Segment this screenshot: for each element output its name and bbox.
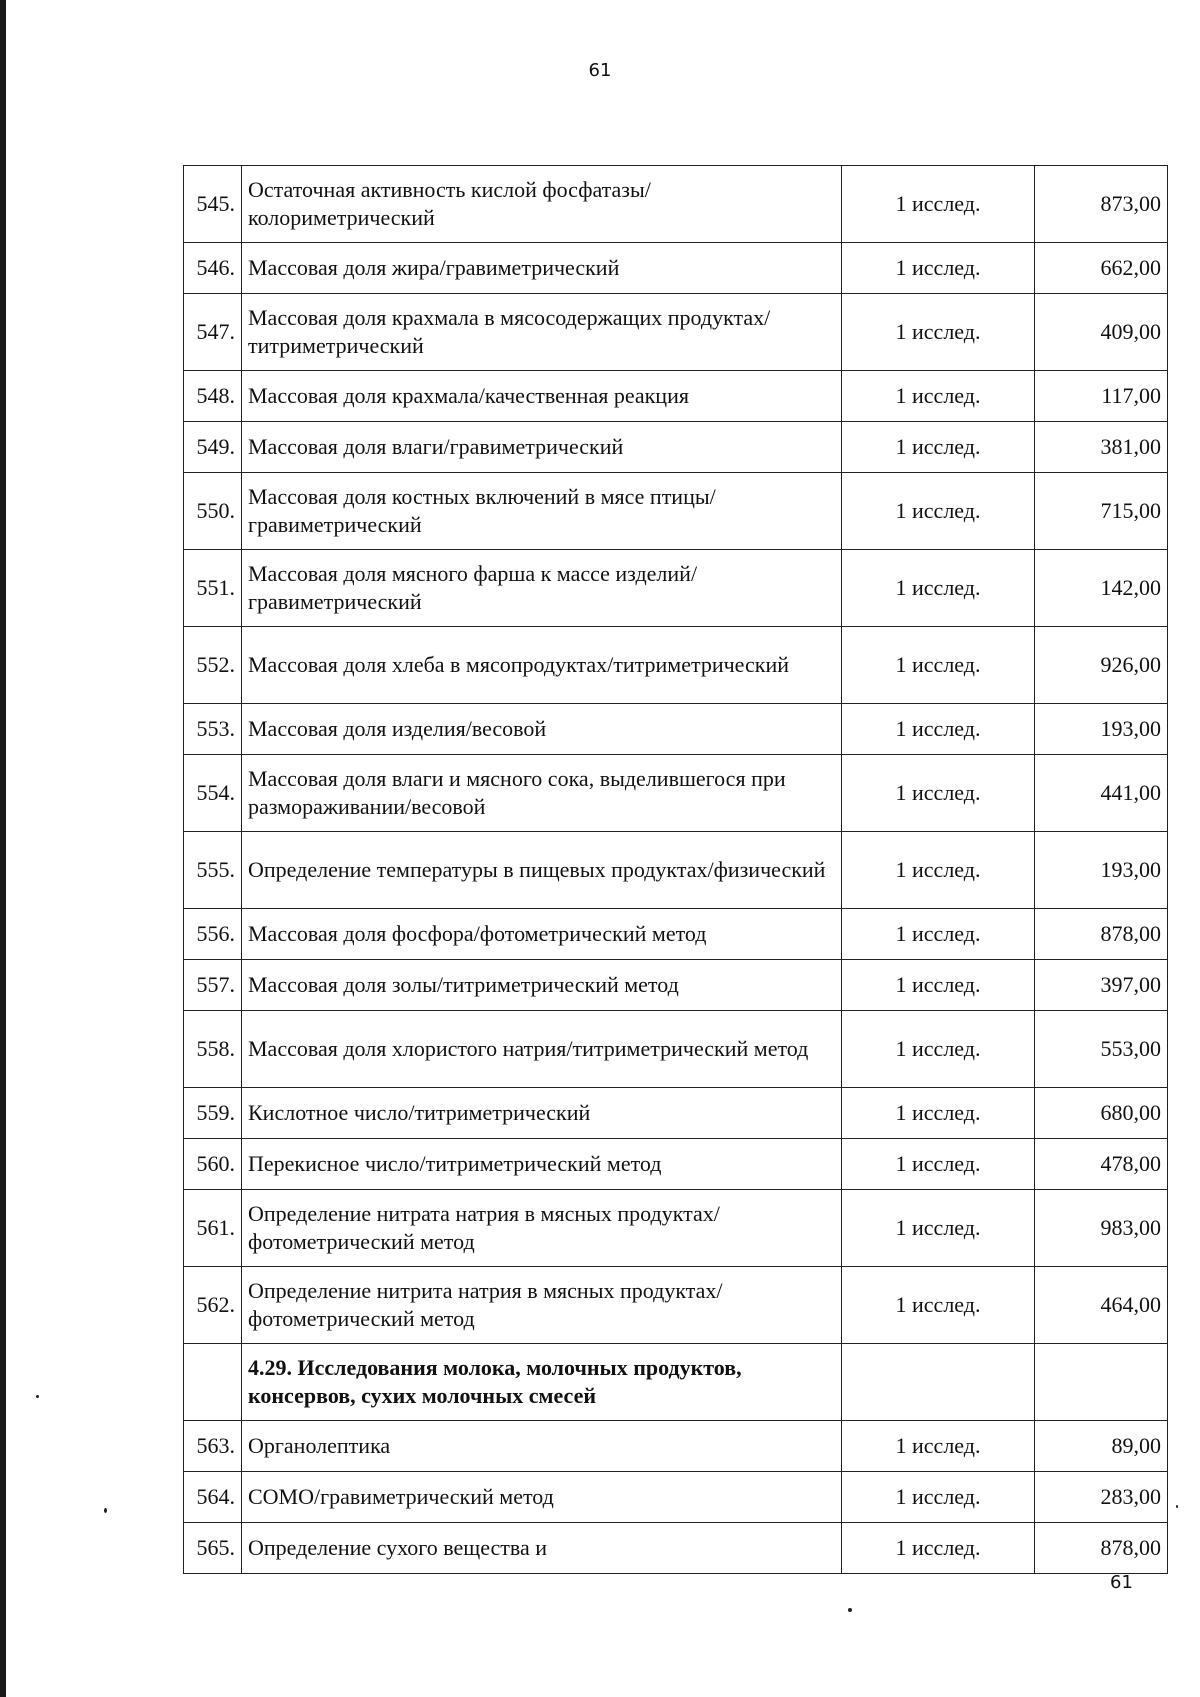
row-name: Массовая доля изделия/весовой (242, 704, 842, 755)
row-unit: 1 исслед. (842, 832, 1035, 909)
scan-speck (104, 1508, 107, 1513)
row-price: 381,00 (1035, 422, 1168, 473)
row-unit: 1 исслед. (842, 1523, 1035, 1574)
row-number: 545. (184, 166, 242, 243)
row-price (1035, 1344, 1168, 1421)
table-row (184, 1190, 1168, 1267)
row-unit: 1 исслед. (842, 1267, 1035, 1344)
row-name: Массовая доля мясного фарша к массе изделий/гравиметрический (242, 550, 842, 627)
row-unit: 1 исслед. (842, 1139, 1035, 1190)
table-row (184, 473, 1168, 550)
row-name: Массовая доля жира/гравиметрический (242, 243, 842, 294)
row-price: 397,00 (1035, 960, 1168, 1011)
row-unit: 1 исслед. (842, 1011, 1035, 1088)
row-price: 89,00 (1035, 1421, 1168, 1472)
row-name: Массовая доля хлористого натрия/титриметрический метод (242, 1011, 842, 1088)
row-number: 554. (184, 755, 242, 832)
row-unit (842, 1344, 1035, 1421)
row-price: 464,00 (1035, 1267, 1168, 1344)
row-name: Остаточная активность кислой фосфатазы/колориметрический (242, 166, 842, 243)
table-row (184, 1011, 1168, 1088)
row-number: 553. (184, 704, 242, 755)
row-name: Органолептика (242, 1421, 842, 1472)
row-price: 478,00 (1035, 1139, 1168, 1190)
table-row (184, 832, 1168, 909)
row-price: 926,00 (1035, 627, 1168, 704)
row-price: 193,00 (1035, 832, 1168, 909)
row-price: 409,00 (1035, 294, 1168, 371)
row-unit: 1 исслед. (842, 1421, 1035, 1472)
section-row (184, 1344, 1168, 1421)
row-unit: 1 исслед. (842, 371, 1035, 422)
row-number: 552. (184, 627, 242, 704)
row-name: Определение нитрата натрия в мясных продуктах/фотометрический метод (242, 1190, 842, 1267)
row-number: 560. (184, 1139, 242, 1190)
row-number: 548. (184, 371, 242, 422)
row-price: 283,00 (1035, 1472, 1168, 1523)
table-row (184, 704, 1168, 755)
table-row (184, 1267, 1168, 1344)
scan-speck (848, 1608, 852, 1612)
row-unit: 1 исслед. (842, 550, 1035, 627)
row-name: Массовая доля золы/титриметрический метод (242, 960, 842, 1011)
row-name: Массовая доля хлеба в мясопродуктах/титриметрический (242, 627, 842, 704)
row-price: 680,00 (1035, 1088, 1168, 1139)
row-name: Определение сухого вещества и (242, 1523, 842, 1574)
row-number: 562. (184, 1267, 242, 1344)
row-number: 546. (184, 243, 242, 294)
row-name: Перекисное число/титриметрический метод (242, 1139, 842, 1190)
scan-left-edge (0, 0, 6, 1697)
table-row (184, 1472, 1168, 1523)
row-price: 715,00 (1035, 473, 1168, 550)
row-price: 553,00 (1035, 1011, 1168, 1088)
row-unit: 1 исслед. (842, 755, 1035, 832)
table-row (184, 909, 1168, 960)
row-name: Определение температуры в пищевых продуктах/физический (242, 832, 842, 909)
row-unit: 1 исслед. (842, 627, 1035, 704)
row-number: 564. (184, 1472, 242, 1523)
table-row (184, 1523, 1168, 1574)
row-unit: 1 исслед. (842, 1088, 1035, 1139)
row-unit: 1 исслед. (842, 960, 1035, 1011)
row-price: 878,00 (1035, 909, 1168, 960)
row-price: 878,00 (1035, 1523, 1168, 1574)
row-unit: 1 исслед. (842, 166, 1035, 243)
row-number: 547. (184, 294, 242, 371)
row-unit: 1 исслед. (842, 1472, 1035, 1523)
row-unit: 1 исслед. (842, 1190, 1035, 1267)
row-name: Массовая доля влаги и мясного сока, выделившегося при размораживании/весовой (242, 755, 842, 832)
row-price: 441,00 (1035, 755, 1168, 832)
row-price: 142,00 (1035, 550, 1168, 627)
table-row (184, 1421, 1168, 1472)
page-number-bottom: 61 (1110, 1572, 1133, 1593)
row-number (184, 1344, 242, 1421)
scan-speck (36, 1395, 39, 1398)
section-title: 4.29. Исследования молока, молочных продуктов, консервов, сухих молочных смесей (242, 1344, 842, 1421)
row-price: 193,00 (1035, 704, 1168, 755)
row-name: Массовая доля фосфора/фотометрический метод (242, 909, 842, 960)
row-number: 555. (184, 832, 242, 909)
row-unit: 1 исслед. (842, 243, 1035, 294)
row-name: СОМО/гравиметрический метод (242, 1472, 842, 1523)
row-unit: 1 исслед. (842, 294, 1035, 371)
scan-speck (1176, 1505, 1178, 1508)
table-row (184, 243, 1168, 294)
row-unit: 1 исслед. (842, 422, 1035, 473)
price-table (183, 165, 1168, 1574)
row-price: 983,00 (1035, 1190, 1168, 1267)
row-number: 557. (184, 960, 242, 1011)
row-number: 551. (184, 550, 242, 627)
row-number: 556. (184, 909, 242, 960)
row-name: Определение нитрита натрия в мясных продуктах/фотометрический метод (242, 1267, 842, 1344)
row-name: Массовая доля костных включений в мясе птицы/гравиметрический (242, 473, 842, 550)
row-number: 559. (184, 1088, 242, 1139)
row-number: 563. (184, 1421, 242, 1472)
row-price: 117,00 (1035, 371, 1168, 422)
row-number: 561. (184, 1190, 242, 1267)
table-row (184, 960, 1168, 1011)
row-price: 873,00 (1035, 166, 1168, 243)
row-price: 662,00 (1035, 243, 1168, 294)
table-row (184, 422, 1168, 473)
row-name: Массовая доля крахмала в мясосодержащих продуктах/титриметрический (242, 294, 842, 371)
table-row (184, 371, 1168, 422)
page-number-top: 61 (588, 60, 612, 81)
table-row (184, 166, 1168, 243)
table-row (184, 550, 1168, 627)
row-number: 549. (184, 422, 242, 473)
table-row (184, 1088, 1168, 1139)
row-unit: 1 исслед. (842, 909, 1035, 960)
table-row (184, 294, 1168, 371)
row-unit: 1 исслед. (842, 473, 1035, 550)
row-number: 558. (184, 1011, 242, 1088)
table-row (184, 755, 1168, 832)
row-name: Кислотное число/титриметрический (242, 1088, 842, 1139)
row-number: 565. (184, 1523, 242, 1574)
table-row (184, 627, 1168, 704)
table-row (184, 1139, 1168, 1190)
row-unit: 1 исслед. (842, 704, 1035, 755)
row-number: 550. (184, 473, 242, 550)
row-name: Массовая доля крахмала/качественная реакция (242, 371, 842, 422)
row-name: Массовая доля влаги/гравиметрический (242, 422, 842, 473)
